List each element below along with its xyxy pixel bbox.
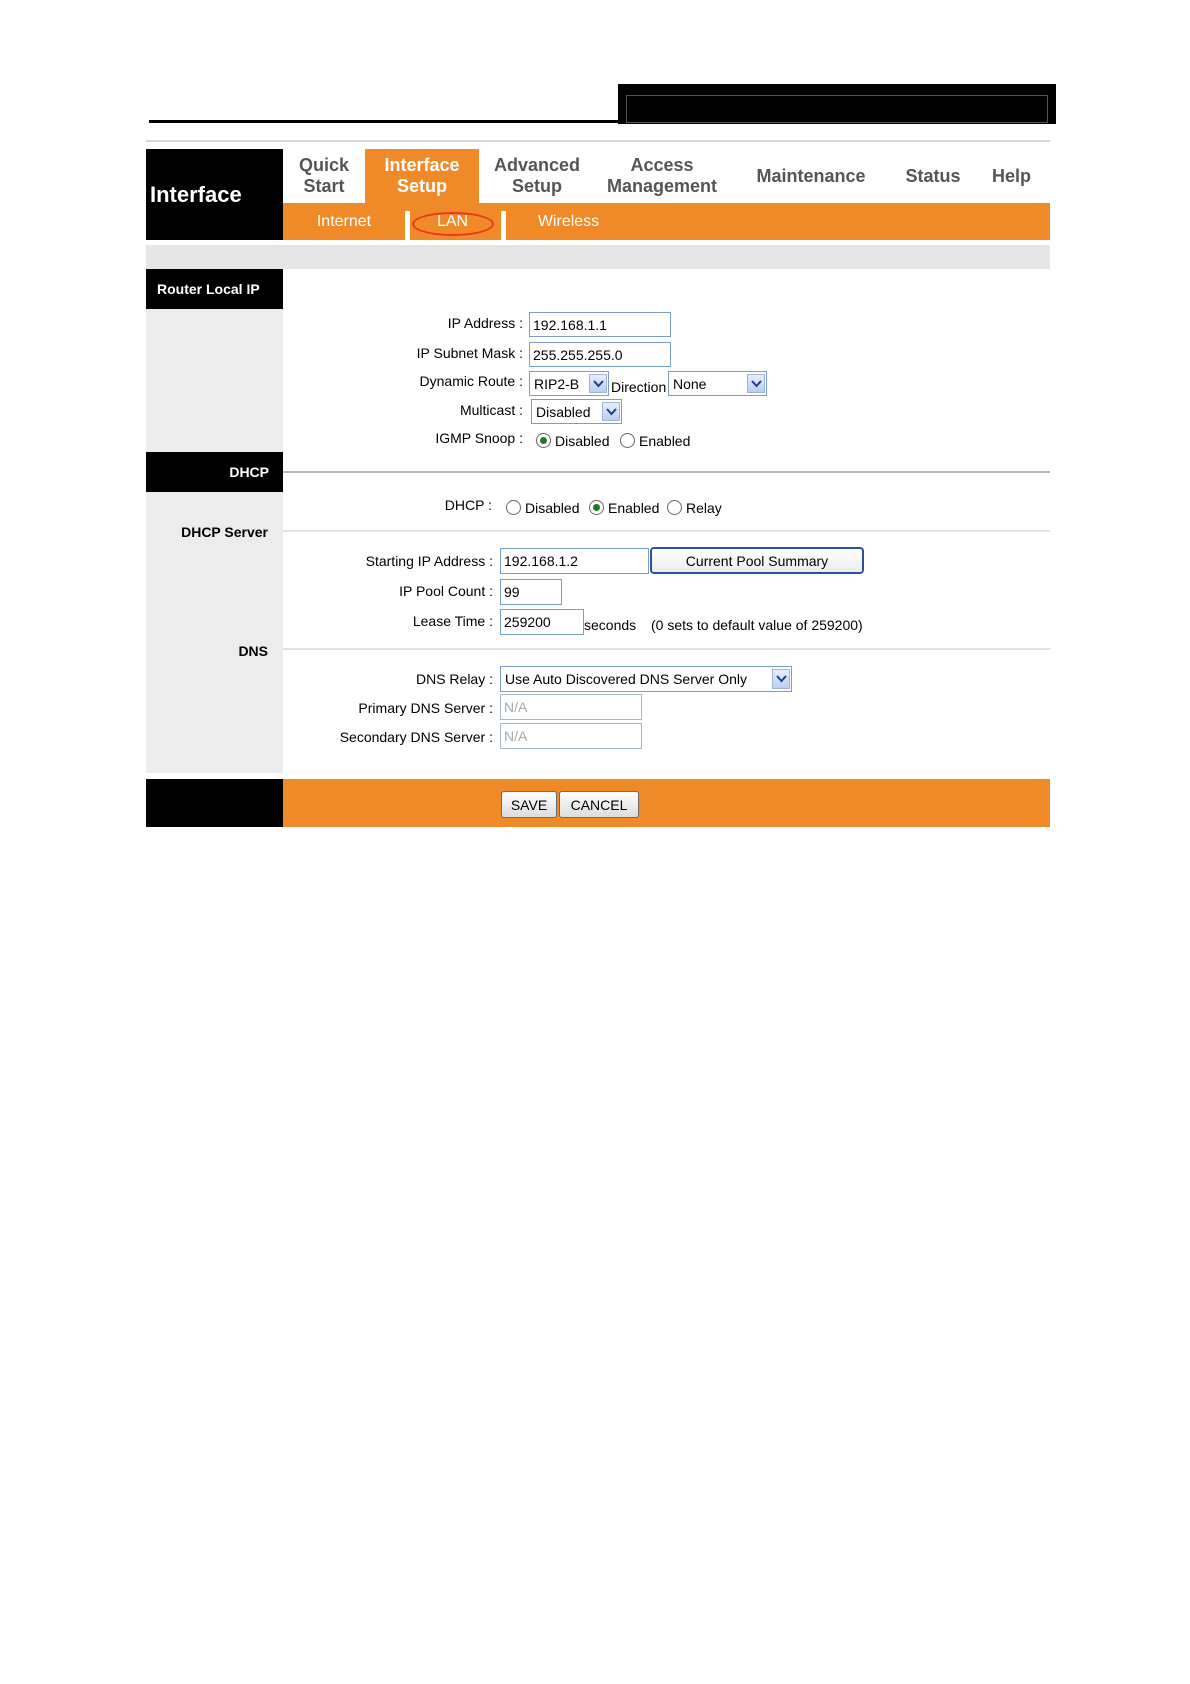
direction-select[interactable] bbox=[668, 371, 767, 396]
chevron-down-icon bbox=[747, 374, 765, 393]
dhcp-relay-label: Relay bbox=[686, 500, 722, 516]
header-divider bbox=[146, 140, 1050, 142]
footer-bar bbox=[283, 779, 1050, 827]
direction-label: Direction bbox=[611, 379, 667, 395]
section-dhcp-server: DHCP Server bbox=[181, 524, 268, 540]
dhcp-enabled-radio[interactable] bbox=[589, 499, 604, 517]
subnav-lan[interactable]: LAN bbox=[436, 212, 469, 230]
header-rule bbox=[149, 120, 618, 123]
nav-item-status[interactable]: Status bbox=[905, 165, 961, 186]
secondary-dns-input[interactable]: N/A bbox=[500, 723, 642, 749]
igmp-snoop-label: IGMP Snoop : bbox=[435, 430, 523, 446]
lan-highlight-oval bbox=[412, 212, 494, 236]
primary-dns-label: Primary DNS Server : bbox=[358, 700, 493, 716]
subnet-mask-input[interactable]: 255.255.255.0 bbox=[529, 342, 671, 367]
ip-pool-count-label: IP Pool Count : bbox=[399, 583, 493, 599]
dns-divider bbox=[283, 648, 1050, 650]
subnav-wireless[interactable]: Wireless bbox=[537, 212, 600, 230]
nav-item-quick-start[interactable]: Quick Start bbox=[298, 155, 350, 196]
dhcp-label: DHCP : bbox=[444, 497, 492, 513]
ip-address-input[interactable]: 192.168.1.1 bbox=[529, 312, 671, 337]
dns-relay-select[interactable] bbox=[500, 666, 792, 692]
footer-left bbox=[146, 779, 283, 827]
dhcp-disabled-label: Disabled bbox=[525, 500, 580, 516]
dhcp-server-divider bbox=[283, 530, 1050, 532]
dhcp-enabled-label: Enabled bbox=[608, 500, 660, 516]
sub-navigation bbox=[283, 203, 1050, 240]
ip-address-label: IP Address : bbox=[447, 315, 523, 331]
multicast-select[interactable] bbox=[531, 399, 622, 424]
starting-ip-input[interactable]: 192.168.1.2 bbox=[500, 548, 649, 574]
lease-time-input[interactable]: 259200 bbox=[500, 609, 584, 635]
section-router-local-ip: Router Local IP bbox=[146, 269, 283, 309]
nav-item-help[interactable]: Help bbox=[991, 165, 1031, 186]
primary-dns-input[interactable]: N/A bbox=[500, 694, 642, 720]
dns-relay-label: DNS Relay : bbox=[415, 671, 493, 687]
nav-item-interface-setup[interactable]: Interface Setup bbox=[365, 149, 479, 203]
starting-ip-label: Starting IP Address : bbox=[365, 553, 493, 569]
igmp-snoop-enabled-radio[interactable] bbox=[620, 432, 635, 450]
dhcp-relay-radio[interactable] bbox=[667, 499, 682, 517]
chevron-down-icon bbox=[589, 374, 607, 393]
nav-item-maintenance[interactable]: Maintenance bbox=[756, 165, 866, 186]
dynamic-route-label: Dynamic Route : bbox=[419, 373, 523, 389]
subnet-mask-label: IP Subnet Mask : bbox=[416, 345, 523, 361]
nav-item-access-management[interactable]: Access Management bbox=[606, 155, 718, 196]
section-dns: DNS bbox=[238, 643, 268, 659]
chevron-down-icon bbox=[602, 402, 620, 421]
multicast-value: Disabled bbox=[536, 403, 591, 420]
dhcp-divider bbox=[283, 471, 1050, 473]
section-dhcp: DHCP bbox=[146, 452, 283, 492]
nav-item-advanced-setup[interactable]: Advanced Setup bbox=[493, 155, 581, 196]
content-top-band bbox=[146, 245, 1050, 269]
igmp-snoop-disabled-radio[interactable] bbox=[536, 432, 551, 450]
brand-title: Interface bbox=[146, 149, 283, 240]
lease-time-unit: seconds bbox=[584, 617, 637, 633]
chevron-down-icon bbox=[772, 669, 790, 689]
subnav-internet[interactable]: Internet bbox=[316, 212, 372, 230]
dynamic-route-value: RIP2-B bbox=[534, 375, 580, 392]
current-pool-summary-button[interactable]: Current Pool Summary bbox=[650, 547, 864, 574]
radio-selected-dot bbox=[593, 504, 600, 511]
left-column bbox=[146, 269, 283, 773]
dynamic-route-select[interactable] bbox=[529, 371, 609, 396]
lease-time-label: Lease Time : bbox=[412, 613, 493, 629]
ip-pool-count-input[interactable]: 99 bbox=[500, 579, 562, 605]
save-button[interactable]: SAVE bbox=[501, 791, 557, 818]
secondary-dns-label: Secondary DNS Server : bbox=[339, 729, 493, 745]
lease-time-note: (0 sets to default value of 259200) bbox=[651, 617, 863, 633]
igmp-snoop-disabled-label: Disabled bbox=[555, 433, 610, 449]
igmp-snoop-enabled-label: Enabled bbox=[639, 433, 691, 449]
top-navigation bbox=[283, 149, 1050, 203]
dhcp-disabled-radio[interactable] bbox=[506, 499, 521, 517]
direction-value: None bbox=[673, 375, 707, 392]
multicast-label: Multicast : bbox=[459, 402, 523, 418]
dns-relay-value: Use Auto Discovered DNS Server Only bbox=[505, 671, 747, 687]
radio-selected-dot bbox=[540, 437, 547, 444]
header-inner-panel bbox=[626, 95, 1048, 123]
cancel-button[interactable]: CANCEL bbox=[559, 791, 639, 818]
